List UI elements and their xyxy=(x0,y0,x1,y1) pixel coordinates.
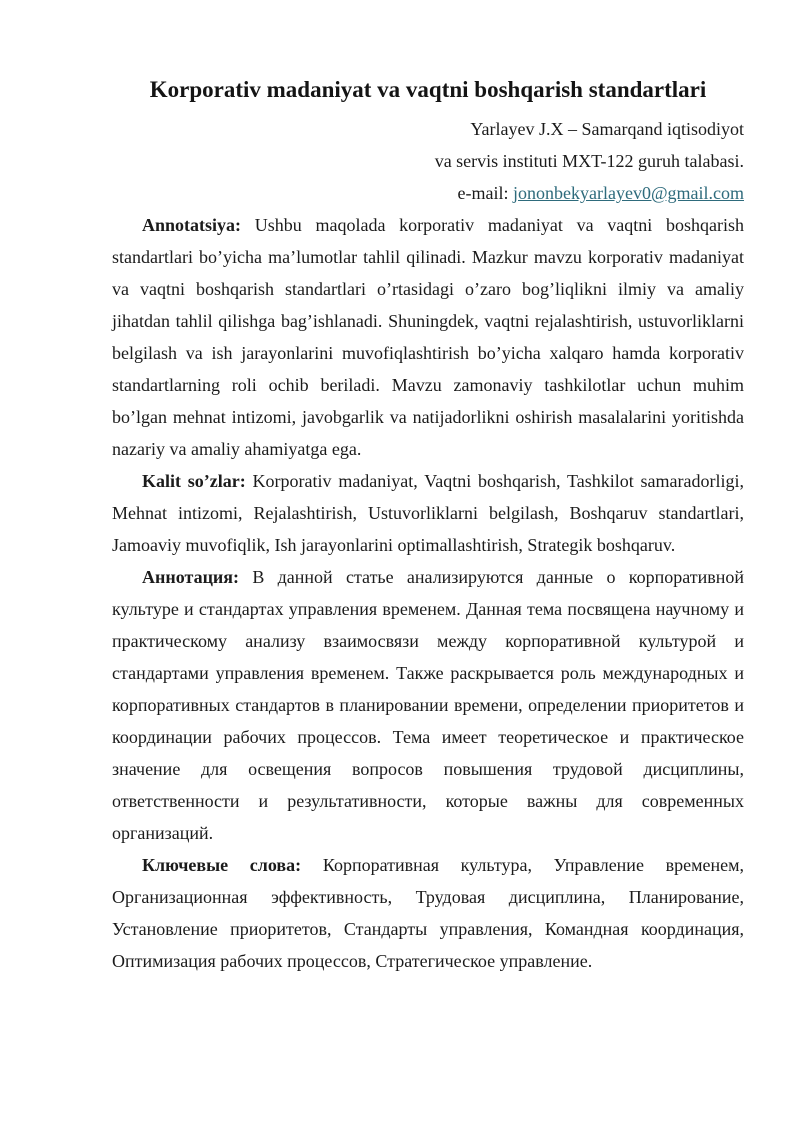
paragraph-ru-abstract xyxy=(112,561,744,849)
document-content xyxy=(112,72,744,977)
email-line xyxy=(112,177,744,209)
ru-keywords-label: Ключевые слова: xyxy=(142,855,302,875)
page-title: Korporativ madaniyat va vaqtni boshqarish standartlari xyxy=(149,77,707,102)
author-block xyxy=(112,113,744,209)
uz-abstract-label: Annotatsiya: xyxy=(142,215,242,235)
author-line-2: va servis instituti MXT-122 guruh talabasi. xyxy=(434,151,744,171)
uz-keywords-label: Kalit so’zlar: xyxy=(142,471,246,491)
email-link[interactable]: jononbekyarlayev0@gmail.com xyxy=(512,183,744,203)
paragraph-uz-abstract xyxy=(112,209,744,465)
ru-abstract-label: Аннотация: xyxy=(142,567,240,587)
paragraph-ru-keywords xyxy=(112,849,744,977)
ru-keywords-text: Корпоративная культура, Управление временем, Организационная эффективность, Трудовая дисциплина, Планирование, Установление приоритетов, Стандарты управления, Командная координация, Оптимизация рабочих процессов, Стратегическое управление. xyxy=(112,855,744,971)
ru-abstract-text: В данной статье анализируются данные о корпоративной культуре и стандартах управления временем. Данная тема посвящена научному и практическому анализу взаимосвязи между корпоративной культурой и стандартами управления временем. Также раскрывается роль международных и корпоративных стандартов в планировании времени, определении приоритетов и координации рабочих процессов. Тема имеет теоретическое и практическое значение для освещения вопросов повышения трудовой дисциплины, ответственности и результативности, которые важны для современных организаций. xyxy=(112,567,744,843)
uz-abstract-text: Ushbu maqolada korporativ madaniyat va vaqtni boshqarish standartlari bo’yicha ma’lumotlar tahlil qilinadi. Mazkur mavzu korporativ madaniyat va vaqtni boshqarish standartlari o’rtasidagi o’zaro bog’liqlikni ilmiy va amaliy jihatdan tahlil qilishga bag’ishlanadi. Shuningdek, vaqtni rejalashtirish, ustuvorliklarni belgilash va ish jarayonlarini muvofiqlashtirish bo’yicha xalqaro hamda korporativ standartlarning roli ochib beriladi. Mavzu zamonaviy tashkilotlar uchun muhim bo’lgan mehnat intizomi, javobgarlik va natijadorlikni oshirish masalalarini yoritishda nazariy va amaliy ahamiyatga ega. xyxy=(112,215,744,459)
paragraph-uz-keywords xyxy=(112,465,744,561)
email-label: e-mail: xyxy=(457,183,513,203)
author-line-1: Yarlayev J.X – Samarqand iqtisodiyot xyxy=(470,119,744,139)
uz-keywords-text: Korporativ madaniyat, Vaqtni boshqarish, Tashkilot samaradorligi, Mehnat intizomi, Rejalashtirish, Ustuvorliklarni belgilash, Boshqaruv standartlari, Jamoaviy muvofiqlik, Ish jarayonlarini optimallashtirish, Strategik boshqaruv. xyxy=(112,471,744,555)
